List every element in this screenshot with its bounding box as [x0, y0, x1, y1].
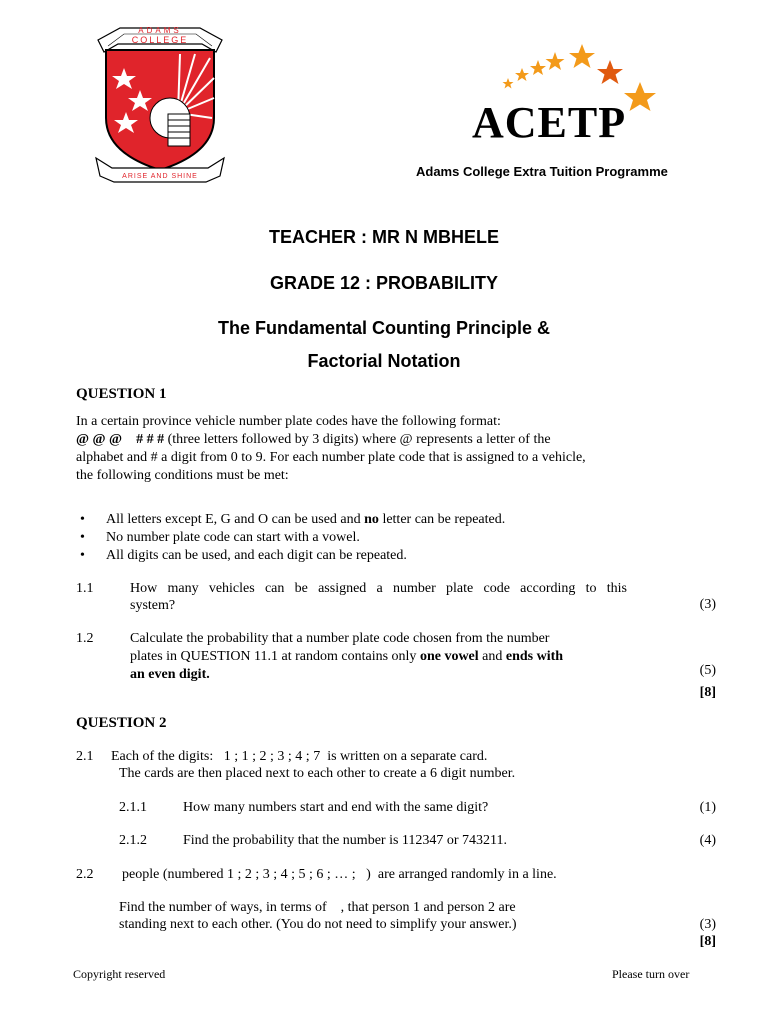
title-line-1: The Fundamental Counting Principle &: [217, 318, 550, 338]
q2-2-mark: (3): [699, 917, 716, 932]
q2-2-number: 2.2: [76, 867, 94, 882]
grade-heading: GRADE 12 : PROBABILITY: [269, 273, 499, 293]
q2-total: [8]: [699, 934, 716, 949]
q2-1-1-number: 2.1.1: [119, 800, 147, 815]
q1-format-symbols: @ @ @ # # #: [76, 432, 165, 447]
q2-1-1-text: How many numbers start and end with the same digit?: [183, 800, 489, 815]
q2-2-text: people (numbered 1 ; 2 ; 3 ; 4 ; 5 ; 6 ; … ; ) are arranged randomly in a line.: [122, 867, 557, 882]
acetp-acronym: ACETP: [472, 98, 627, 147]
list-item: • All letters except E, G and O can be used and no letter can be repeated.: [76, 511, 636, 529]
crest-shield-icon: [90, 18, 230, 183]
q1-2-mark: (5): [699, 663, 716, 678]
q1-1-line2: system?: [130, 598, 176, 613]
title-line-2: Factorial Notation: [307, 351, 461, 371]
svg-text:COLLEGE: COLLEGE: [131, 35, 189, 45]
q2-heading: QUESTION 2: [76, 715, 167, 731]
q1-1-number: 1.1: [76, 581, 94, 596]
q1-intro-line2: [76, 431, 636, 449]
q1-intro-line1: In a certain province vehicle number plate codes have the following format:: [76, 414, 501, 429]
list-item: • No number plate code can start with a vowel.: [76, 529, 636, 547]
q2-1-2-mark: (4): [699, 833, 716, 848]
list-item: • All digits can be used, and each digit can be repeated.: [76, 547, 636, 565]
q1-1-line1: How many vehicles can be assigned a number plate code according to this: [130, 581, 627, 596]
q1-2-line3: an even digit.: [130, 667, 210, 682]
q1-2-number: 1.2: [76, 631, 94, 646]
q1-conditions-list: [76, 511, 636, 565]
svg-text:ADAMS: ADAMS: [138, 26, 182, 35]
q1-2-text: [130, 630, 630, 684]
q1-intro: [76, 413, 636, 485]
q1-intro-line3: alphabet and # a digit from 0 to 9. For each number plate code that is assigned to a vehicle,: [76, 450, 586, 465]
acetp-logo: [470, 40, 690, 160]
adams-college-crest: [90, 18, 230, 183]
svg-text:ARISE AND SHINE: ARISE AND SHINE: [122, 173, 198, 180]
acetp-tagline: Adams College Extra Tuition Programme: [416, 164, 668, 179]
q2-1-2-text: Find the probability that the number is 112347 or 743211.: [183, 833, 508, 848]
q1-1-mark: (3): [699, 597, 716, 612]
footer-copyright: Copyright reserved: [73, 967, 166, 981]
q2-1-2-number: 2.1.2: [119, 833, 147, 848]
q1-heading: QUESTION 1: [76, 386, 167, 402]
q1-2-line1: Calculate the probability that a number plate code chosen from the number: [130, 631, 550, 646]
q1-2-line2: plates in QUESTION 11.1 at random contains only one vowel and ends with: [130, 649, 564, 664]
q2-1-line1: Each of the digits: 1 ; 1 ; 2 ; 3 ; 4 ; 7 is written on a separate card.: [111, 749, 488, 764]
footer-turn-over: Please turn over: [612, 967, 690, 981]
q1-total: [8]: [699, 685, 716, 700]
q2-2-line2: Find the number of ways, in terms of , that person 1 and person 2 are: [119, 900, 516, 915]
q2-2-line3: standing next to each other. (You do not need to simplify your answer.): [119, 917, 517, 932]
q2-1-line2: The cards are then placed next to each other to create a 6 digit number.: [119, 766, 516, 781]
q2-1-number: 2.1: [76, 749, 94, 764]
q1-format-rest: (three letters followed by 3 digits) where @ represents a letter of the: [164, 432, 551, 447]
q1-intro-line4: the following conditions must be met:: [76, 468, 289, 483]
teacher-heading: TEACHER : MR N MBHELE: [269, 227, 499, 247]
q2-1-1-mark: (1): [699, 800, 716, 815]
